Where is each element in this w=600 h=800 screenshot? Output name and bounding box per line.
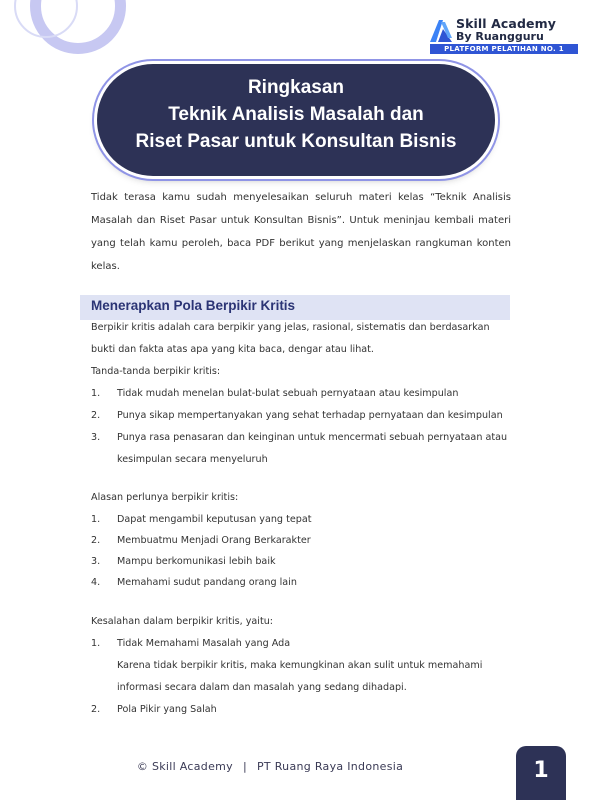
footer-company: PT Ruang Raya Indonesia <box>256 760 404 773</box>
document-title <box>97 74 495 155</box>
signs-heading: Tanda-tanda berpikir kritis: <box>91 366 221 377</box>
definition-line-2: bukti dan fakta atas apa yang kita baca, dengar atau lihat. <box>91 344 374 355</box>
list-item: Punya sikap mempertanyakan yang sehat terhadap pernyataan dan kesimpulan <box>117 410 503 421</box>
footer-copyright: © Skill Academy <box>136 760 233 773</box>
intro-paragraph: Tidak terasa kamu sudah menyelesaikan seluruh materi kelas “Teknik Analisis Masalah dan Riset Pasar untuk Konsultan Bisnis”. Untuk meninjau kembali materi yang telah kamu peroleh, baca PDF berikut yang menjelaskan rangkuman konten kelas. <box>91 192 511 272</box>
list-item: Mampu berkomunikasi lebih baik <box>117 556 276 567</box>
section-title: Menerapkan Pola Berpikir Kritis <box>91 298 296 313</box>
logo-title: Skill Academy <box>456 16 556 31</box>
list-number: 1. <box>91 514 101 525</box>
list-item: Membuatmu Menjadi Orang Berkarakter <box>117 535 311 546</box>
page-number-tab <box>516 746 566 800</box>
page-number: 1 <box>533 758 549 783</box>
skill-academy-logo <box>430 14 580 54</box>
list-item: Dapat mengambil keputusan yang tepat <box>117 514 312 525</box>
title-line-1: Ringkasan <box>247 77 345 98</box>
list-item: Memahami sudut pandang orang lain <box>117 577 297 588</box>
list-number: 2. <box>91 704 101 715</box>
list-number: 1. <box>91 638 101 649</box>
list-number: 3. <box>91 432 101 443</box>
list-item: Punya rasa penasaran dan keinginan untuk mencermati sebuah pernyataan atau <box>117 432 508 443</box>
list-item-continuation: kesimpulan secara menyeluruh <box>117 454 268 465</box>
list-item: Tidak mudah menelan bulat-bulat sebuah pernyataan atau kesimpulan <box>117 388 459 399</box>
definition-line-1: Berpikir kritis adalah cara berpikir yang jelas, rasional, sistematis dan berdasarkan <box>91 322 490 333</box>
list-number: 1. <box>91 388 101 399</box>
list-item-detail: Karena tidak berpikir kritis, maka kemungkinan akan sulit untuk memahami <box>117 660 483 671</box>
list-item-detail: informasi secara dalam dan masalah yang sedang dihadapi. <box>117 682 407 693</box>
title-line-3: Riset Pasar untuk Konsultan Bisnis <box>135 131 457 152</box>
list-number: 2. <box>91 410 101 421</box>
title-line-2: Teknik Analisis Masalah dan <box>168 104 424 125</box>
list-number: 3. <box>91 556 101 567</box>
footer-separator: | <box>242 760 247 773</box>
logo-mark-icon <box>430 18 452 42</box>
list-number: 4. <box>91 577 101 588</box>
reasons-heading: Alasan perlunya berpikir kritis: <box>91 492 239 503</box>
section-header <box>80 295 510 320</box>
logo-subtitle: By Ruangguru <box>456 30 544 43</box>
list-item: Tidak Memahami Masalah yang Ada <box>117 638 291 649</box>
footer <box>0 760 540 773</box>
mistakes-heading: Kesalahan dalam berpikir kritis, yaitu: <box>91 616 274 627</box>
title-banner <box>97 64 495 176</box>
logo-badge: PLATFORM PELATIHAN NO. 1 <box>430 44 578 54</box>
list-item: Pola Pikir yang Salah <box>117 704 217 715</box>
list-number: 2. <box>91 535 101 546</box>
